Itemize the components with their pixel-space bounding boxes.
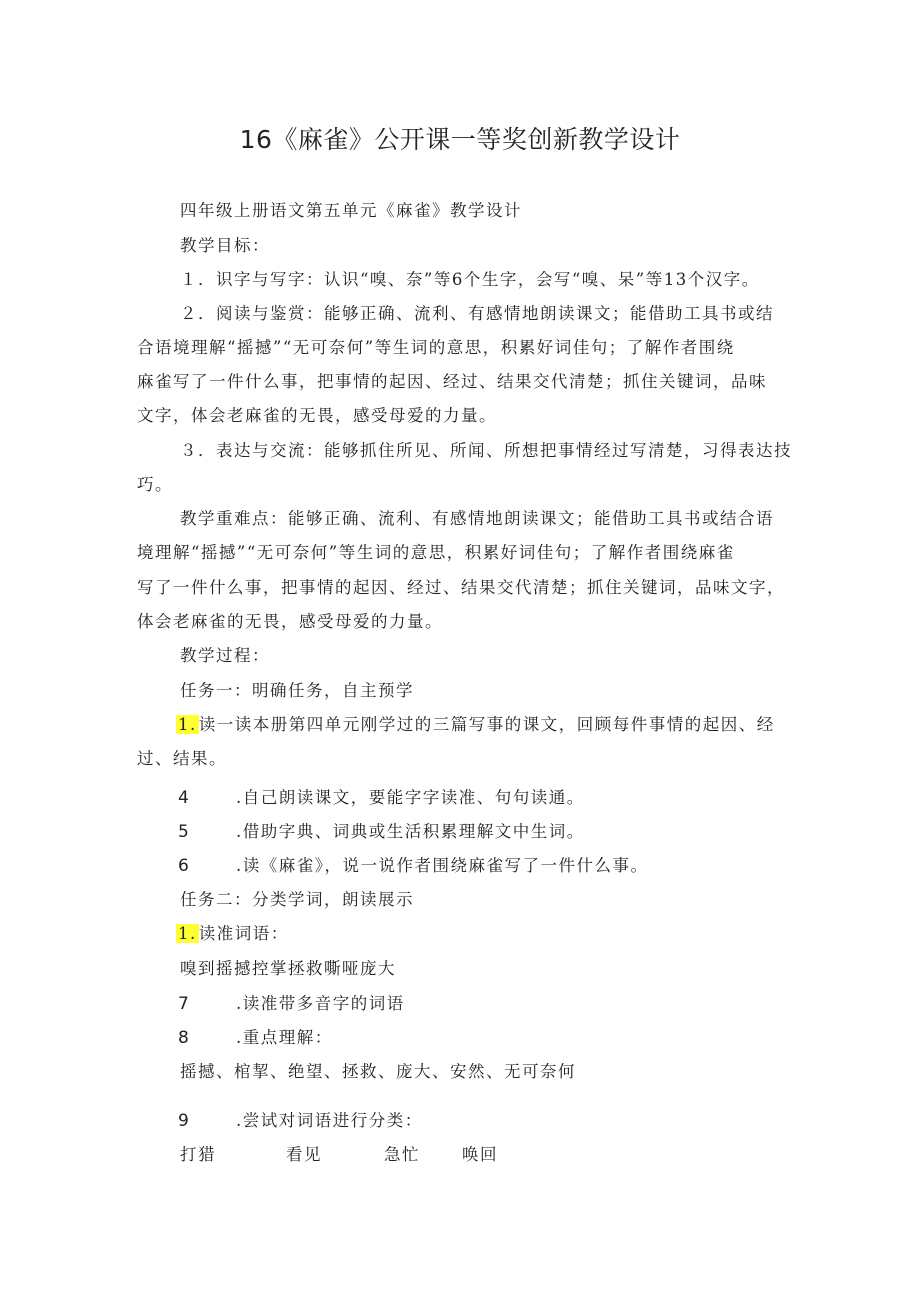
category-word: 看见 (286, 1145, 322, 1164)
task-1-item-1-text: 读一读本册第四单元刚学过的三篇写事的课文，回顾每件事情的起因、经 (198, 715, 775, 734)
task-2-item-7 (178, 990, 405, 1014)
goal-2-line-1: ２．阅读与鉴赏：能够正确、流利、有感情地朗读课文；能借助工具书或结 (180, 304, 774, 323)
item-number: 8 (178, 1028, 191, 1048)
item-number: 7 (178, 994, 191, 1014)
document-title: 16《麻雀》公开课一等奖创新教学设计 (239, 125, 681, 154)
task-1-item-6 (178, 852, 649, 876)
task-1-item-4 (178, 784, 585, 808)
goal-1: １．识字与写字：认识“嗅、奈”等6个生字，会写“嗅、呆”等13个汉字。 (180, 270, 760, 289)
item-number: 4 (178, 788, 191, 808)
key-points-line-1: 教学重难点：能够正确、流利、有感情地朗读课文；能借助工具书或结合语 (180, 509, 774, 528)
item-text: .读《麻雀》，说一说作者围绕麻雀写了一件什么事。 (236, 856, 649, 875)
category-word: 唤回 (462, 1145, 498, 1164)
task-1-item-1 (176, 711, 775, 735)
goal-2-line-4: 文字，体会老麻雀的无畏，感受母爱的力量。 (137, 406, 497, 425)
task-2-item-1 (176, 920, 289, 944)
item-number-highlight: 1. (178, 924, 197, 943)
item-text: .重点理解： (236, 1028, 333, 1047)
item-number: 6 (178, 856, 191, 876)
task-2-item-9 (178, 1107, 423, 1131)
goals-heading: 教学目标： (180, 236, 270, 255)
goal-3-line-2: 巧。 (137, 475, 173, 494)
goal-3-line-1: ３．表达与交流：能够抓住所见、所闻、所想把事情经过写清楚，习得表达技 (180, 441, 792, 460)
process-heading: 教学过程： (180, 646, 270, 665)
task-1-heading: 任务一：明确任务，自主预学 (180, 681, 414, 700)
item-number: 5 (178, 822, 191, 842)
key-points-line-3: 写了一件什么事，把事情的起因、经过、结果交代清楚；抓住关键词，品味文字， (137, 578, 785, 597)
key-points-line-4: 体会老麻雀的无畏，感受母爱的力量。 (137, 612, 443, 631)
task-1-item-1-line-2: 过、结果。 (137, 749, 227, 768)
item-text: .自己朗读课文，要能字字读准、句句读通。 (236, 788, 585, 807)
subtitle: 四年级上册语文第五单元《麻雀》教学设计 (180, 201, 522, 220)
category-word: 急忙 (384, 1145, 420, 1164)
task-1-item-5 (178, 818, 585, 842)
word-list-2: 摇撼、棺挈、绝望、拯救、庞大、安然、无可奈何 (180, 1062, 576, 1081)
task-2-heading: 任务二：分类学词，朗读展示 (180, 890, 414, 909)
goal-2-line-3: 麻雀写了一件什么事，把事情的起因、经过、结果交代清楚；抓住关键词，品味 (137, 372, 767, 391)
item-text: .读准带多音字的词语 (236, 994, 405, 1013)
task-2-item-1-text: 读准词语： (198, 924, 289, 943)
item-text: .借助字典、词典或生活积累理解文中生词。 (236, 822, 585, 841)
word-list-1: 嗅到摇撼控掌拯救嘶哑庞大 (180, 959, 396, 978)
key-points-line-2: 境理解“摇撼”“无可奈何”等生词的意思，积累好词佳句；了解作者围绕麻雀 (137, 543, 735, 562)
goal-2-line-2: 合语境理解“摇撼”“无可奈何”等生词的意思，积累好词佳句；了解作者围绕 (137, 338, 735, 357)
item-text: .尝试对词语进行分类： (236, 1111, 423, 1130)
item-number-highlight: 1. (178, 715, 197, 734)
item-number: 9 (178, 1111, 191, 1131)
category-word: 打猎 (180, 1145, 216, 1164)
task-2-item-8 (178, 1024, 333, 1048)
